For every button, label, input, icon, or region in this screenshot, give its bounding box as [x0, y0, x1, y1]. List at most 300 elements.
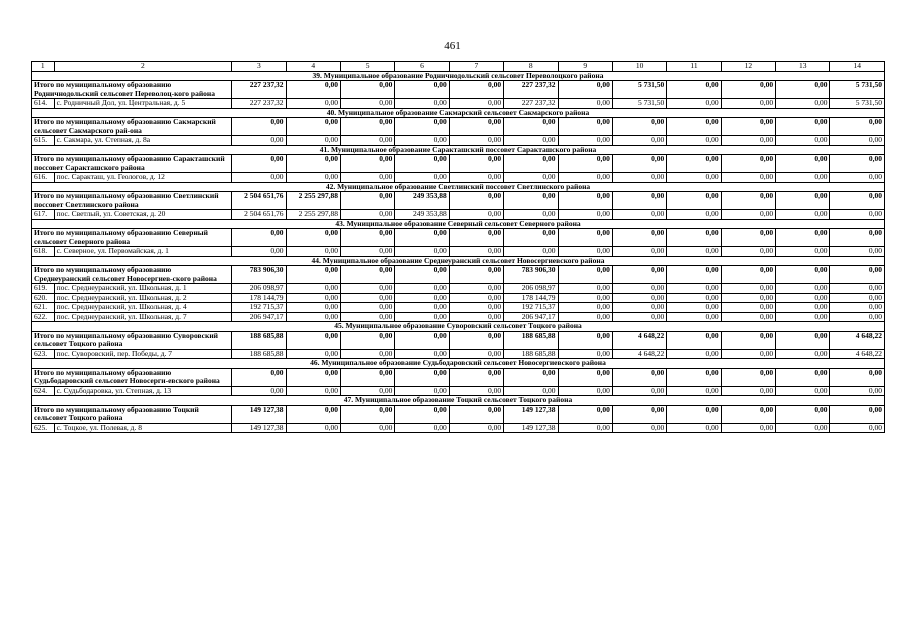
total-value: 149 127,38 — [232, 405, 286, 423]
total-value: 0,00 — [776, 155, 830, 173]
row-number: 624. — [32, 386, 55, 396]
row-value: 0,00 — [558, 386, 612, 396]
row-value: 0,00 — [667, 349, 721, 359]
row-address: пос. Среднеуранский, ул. Школьная, д. 2 — [54, 293, 232, 303]
row-value: 0,00 — [667, 386, 721, 396]
row-value: 0,00 — [340, 423, 394, 433]
total-value: 0,00 — [667, 81, 721, 99]
row-address: с. Сакмара, ул. Степная, д. 8а — [54, 136, 232, 146]
row-value: 0,00 — [830, 386, 885, 396]
table-row — [32, 349, 885, 359]
total-value: 0,00 — [721, 405, 775, 423]
row-value: 0,00 — [612, 247, 666, 257]
total-value: 0,00 — [776, 118, 830, 136]
row-value: 0,00 — [449, 136, 503, 146]
row-value: 0,00 — [286, 173, 340, 183]
row-value: 192 715,37 — [504, 303, 558, 313]
row-address: пос. Среднеуранский, ул. Школьная, д. 7 — [54, 312, 232, 322]
total-value: 0,00 — [449, 368, 503, 386]
row-value: 192 715,37 — [232, 303, 286, 313]
row-value: 5 731,50 — [612, 99, 666, 109]
total-value: 0,00 — [612, 229, 666, 247]
total-value: 0,00 — [449, 118, 503, 136]
row-value: 0,00 — [449, 293, 503, 303]
total-value: 0,00 — [504, 155, 558, 173]
total-value: 0,00 — [286, 155, 340, 173]
row-value: 0,00 — [340, 284, 394, 294]
total-value: 0,00 — [340, 118, 394, 136]
total-value: 0,00 — [667, 155, 721, 173]
row-value: 0,00 — [286, 423, 340, 433]
row-address: с. Судьбодаровка, ул. Степная, д. 13 — [54, 386, 232, 396]
total-value: 0,00 — [776, 405, 830, 423]
row-value: 0,00 — [558, 423, 612, 433]
total-value: 0,00 — [830, 155, 885, 173]
row-value: 0,00 — [395, 247, 449, 257]
total-value: 0,00 — [667, 229, 721, 247]
row-value: 0,00 — [776, 312, 830, 322]
total-value: 0,00 — [340, 155, 394, 173]
section-title-row — [32, 182, 885, 192]
row-value: 0,00 — [395, 136, 449, 146]
total-value: 0,00 — [395, 405, 449, 423]
total-value: 0,00 — [449, 155, 503, 173]
total-value: 5 731,50 — [612, 81, 666, 99]
row-address: пос. Среднеуранский, ул. Школьная, д. 1 — [54, 284, 232, 294]
section-title: 45. Муниципальное образование Суворовский сельсовет Тоцкого района — [32, 322, 885, 332]
section-title-row — [32, 219, 885, 229]
row-number: 621. — [32, 303, 55, 313]
column-header: 10 — [612, 62, 666, 72]
row-value: 5 731,50 — [830, 99, 885, 109]
total-value: 0,00 — [558, 405, 612, 423]
row-value: 0,00 — [340, 293, 394, 303]
total-value: 0,00 — [612, 192, 666, 210]
total-label: Итого по муниципальному образованию Сакмарский сельсовет Сакмарского рай-она — [32, 118, 232, 136]
row-value: 0,00 — [667, 284, 721, 294]
row-number: 622. — [32, 312, 55, 322]
row-value: 0,00 — [286, 349, 340, 359]
total-value: 0,00 — [667, 192, 721, 210]
row-value: 0,00 — [340, 312, 394, 322]
row-value: 0,00 — [776, 303, 830, 313]
row-value: 0,00 — [721, 312, 775, 322]
total-value: 0,00 — [232, 368, 286, 386]
row-address: с. Родничный Дол, ул. Центральная, д. 5 — [54, 99, 232, 109]
row-value: 0,00 — [558, 303, 612, 313]
section-title: 47. Муниципальное образование Тоцкий сельсовет Тоцкого района — [32, 396, 885, 406]
section-title-row — [32, 71, 885, 81]
row-number: 619. — [32, 284, 55, 294]
total-value: 0,00 — [721, 81, 775, 99]
total-value: 0,00 — [232, 155, 286, 173]
total-value: 188 685,88 — [504, 331, 558, 349]
row-value: 0,00 — [286, 247, 340, 257]
row-value: 178 144,79 — [232, 293, 286, 303]
row-value: 0,00 — [558, 284, 612, 294]
total-value: 0,00 — [286, 405, 340, 423]
total-value: 0,00 — [340, 192, 394, 210]
total-row — [32, 331, 885, 349]
row-number: 616. — [32, 173, 55, 183]
total-value: 0,00 — [558, 192, 612, 210]
row-value: 0,00 — [286, 303, 340, 313]
column-header: 13 — [776, 62, 830, 72]
row-value: 0,00 — [612, 303, 666, 313]
row-value: 227 237,32 — [504, 99, 558, 109]
row-value: 0,00 — [449, 303, 503, 313]
total-value: 0,00 — [504, 368, 558, 386]
row-value: 0,00 — [504, 173, 558, 183]
row-value: 0,00 — [504, 210, 558, 220]
total-value: 0,00 — [395, 368, 449, 386]
total-label: Итого по муниципальному образованию Светлинский поссовет Светлинского района — [32, 192, 232, 210]
row-value: 0,00 — [776, 423, 830, 433]
row-value: 0,00 — [721, 136, 775, 146]
total-value: 0,00 — [721, 368, 775, 386]
row-value: 0,00 — [340, 136, 394, 146]
column-header: 9 — [558, 62, 612, 72]
row-value: 0,00 — [558, 293, 612, 303]
row-value: 2 255 297,88 — [286, 210, 340, 220]
section-title: 43. Муниципальное образование Северный сельсовет Северного района — [32, 219, 885, 229]
row-value: 4 648,22 — [612, 349, 666, 359]
row-value: 0,00 — [286, 284, 340, 294]
total-value: 0,00 — [286, 266, 340, 284]
row-value: 0,00 — [830, 293, 885, 303]
row-value: 0,00 — [449, 247, 503, 257]
row-value: 0,00 — [830, 312, 885, 322]
row-value: 0,00 — [286, 99, 340, 109]
row-value: 0,00 — [395, 386, 449, 396]
total-value: 0,00 — [558, 266, 612, 284]
total-value: 0,00 — [449, 192, 503, 210]
row-address: пос. Саракташ, ул. Геологов, д. 12 — [54, 173, 232, 183]
total-value: 0,00 — [504, 118, 558, 136]
row-value: 0,00 — [721, 423, 775, 433]
row-value: 0,00 — [340, 303, 394, 313]
total-row — [32, 229, 885, 247]
section-title-row — [32, 256, 885, 266]
total-value: 0,00 — [776, 331, 830, 349]
total-value: 0,00 — [449, 81, 503, 99]
row-value: 4 648,22 — [830, 349, 885, 359]
total-value: 0,00 — [667, 368, 721, 386]
row-value: 0,00 — [776, 99, 830, 109]
row-value: 0,00 — [721, 210, 775, 220]
total-value: 249 353,88 — [395, 192, 449, 210]
row-value: 0,00 — [340, 247, 394, 257]
total-value: 0,00 — [721, 229, 775, 247]
row-value: 0,00 — [667, 303, 721, 313]
row-number: 625. — [32, 423, 55, 433]
total-row — [32, 118, 885, 136]
row-value: 0,00 — [721, 349, 775, 359]
row-value: 0,00 — [721, 99, 775, 109]
total-label: Итого по муниципальному образованию Саракташский поссовет Саракташского района — [32, 155, 232, 173]
row-value: 0,00 — [830, 173, 885, 183]
row-number: 614. — [32, 99, 55, 109]
total-value: 0,00 — [558, 155, 612, 173]
total-value: 2 255 297,88 — [286, 192, 340, 210]
total-value: 0,00 — [667, 118, 721, 136]
total-row — [32, 368, 885, 386]
column-header: 12 — [721, 62, 775, 72]
row-value: 0,00 — [612, 312, 666, 322]
total-value: 0,00 — [395, 229, 449, 247]
table-row — [32, 386, 885, 396]
column-header: 4 — [286, 62, 340, 72]
row-value: 0,00 — [232, 386, 286, 396]
row-value: 0,00 — [776, 173, 830, 183]
row-number: 623. — [32, 349, 55, 359]
total-value: 0,00 — [340, 405, 394, 423]
row-value: 0,00 — [449, 173, 503, 183]
row-value: 0,00 — [558, 349, 612, 359]
row-value: 0,00 — [395, 312, 449, 322]
total-value: 783 906,30 — [232, 266, 286, 284]
total-label: Итого по муниципальному образованию Суворовский сельсовет Тоцкого района — [32, 331, 232, 349]
total-label: Итого по муниципальному образованию Родничнодольский сельсовет Переволоц-кого района — [32, 81, 232, 99]
total-value: 188 685,88 — [232, 331, 286, 349]
row-value: 0,00 — [830, 284, 885, 294]
total-value: 0,00 — [340, 266, 394, 284]
row-value: 0,00 — [558, 210, 612, 220]
total-value: 0,00 — [830, 266, 885, 284]
row-value: 0,00 — [667, 247, 721, 257]
total-value: 783 906,30 — [504, 266, 558, 284]
table-row — [32, 99, 885, 109]
row-value: 178 144,79 — [504, 293, 558, 303]
row-value: 0,00 — [612, 136, 666, 146]
total-value: 0,00 — [504, 229, 558, 247]
total-value: 0,00 — [340, 229, 394, 247]
row-value: 0,00 — [449, 312, 503, 322]
column-header: 3 — [232, 62, 286, 72]
row-value: 0,00 — [667, 210, 721, 220]
row-value: 0,00 — [776, 210, 830, 220]
row-value: 0,00 — [776, 284, 830, 294]
row-value: 0,00 — [776, 293, 830, 303]
section-title: 46. Муниципальное образование Судьбодаровский сельсовет Новосергиевского района — [32, 359, 885, 369]
row-value: 0,00 — [558, 99, 612, 109]
total-value: 0,00 — [286, 229, 340, 247]
total-value: 0,00 — [558, 118, 612, 136]
column-header: 8 — [504, 62, 558, 72]
total-value: 0,00 — [776, 192, 830, 210]
row-value: 0,00 — [449, 349, 503, 359]
row-address: пос. Светлый, ул. Советская, д. 20 — [54, 210, 232, 220]
column-header: 6 — [395, 62, 449, 72]
table-row — [32, 210, 885, 220]
total-value: 0,00 — [286, 118, 340, 136]
total-value: 0,00 — [776, 81, 830, 99]
total-value: 0,00 — [449, 331, 503, 349]
total-value: 0,00 — [830, 118, 885, 136]
total-value: 0,00 — [612, 155, 666, 173]
total-value: 0,00 — [612, 266, 666, 284]
total-value: 0,00 — [776, 229, 830, 247]
data-table — [31, 61, 885, 433]
section-title: 39. Муниципальное образование Родничнодольский сельсовет Переволоцкого района — [32, 71, 885, 81]
table-row — [32, 247, 885, 257]
row-value: 149 127,38 — [232, 423, 286, 433]
row-value: 0,00 — [286, 312, 340, 322]
total-value: 0,00 — [286, 368, 340, 386]
row-value: 0,00 — [667, 136, 721, 146]
total-label: Итого по муниципальному образованию Северный сельсовет Северного района — [32, 229, 232, 247]
header-row — [32, 62, 885, 72]
total-value: 4 648,22 — [612, 331, 666, 349]
row-value: 0,00 — [395, 173, 449, 183]
row-value: 0,00 — [340, 386, 394, 396]
row-value: 249 353,88 — [395, 210, 449, 220]
row-number: 615. — [32, 136, 55, 146]
total-value: 0,00 — [721, 266, 775, 284]
total-value: 0,00 — [558, 229, 612, 247]
total-value: 0,00 — [449, 229, 503, 247]
total-label: Итого по муниципальному образованию Тоцкий сельсовет Тоцкого района — [32, 405, 232, 423]
total-value: 0,00 — [612, 405, 666, 423]
total-value: 0,00 — [830, 368, 885, 386]
row-value: 0,00 — [340, 349, 394, 359]
table-row — [32, 303, 885, 313]
total-value: 0,00 — [830, 229, 885, 247]
row-value: 0,00 — [340, 99, 394, 109]
total-value: 0,00 — [395, 266, 449, 284]
total-value: 0,00 — [776, 368, 830, 386]
table-row — [32, 312, 885, 322]
column-header: 1 — [32, 62, 55, 72]
total-value: 0,00 — [232, 118, 286, 136]
row-value: 188 685,88 — [504, 349, 558, 359]
total-value: 0,00 — [721, 192, 775, 210]
row-value: 0,00 — [395, 349, 449, 359]
total-value: 0,00 — [340, 81, 394, 99]
row-value: 206 098,97 — [232, 284, 286, 294]
row-value: 0,00 — [612, 386, 666, 396]
section-title: 40. Муниципальное образование Сакмарский сельсовет Сакмарского района — [32, 108, 885, 118]
row-value: 149 127,38 — [504, 423, 558, 433]
total-value: 0,00 — [667, 266, 721, 284]
row-value: 2 504 651,76 — [232, 210, 286, 220]
row-value: 0,00 — [667, 423, 721, 433]
total-value: 0,00 — [612, 368, 666, 386]
row-value: 0,00 — [612, 173, 666, 183]
total-row — [32, 266, 885, 284]
total-value: 0,00 — [286, 331, 340, 349]
row-value: 0,00 — [776, 349, 830, 359]
total-value: 2 504 651,76 — [232, 192, 286, 210]
column-header: 7 — [449, 62, 503, 72]
row-number: 617. — [32, 210, 55, 220]
row-value: 0,00 — [667, 173, 721, 183]
row-value: 0,00 — [721, 284, 775, 294]
row-value: 0,00 — [612, 210, 666, 220]
total-value: 0,00 — [667, 405, 721, 423]
row-value: 206 947,17 — [504, 312, 558, 322]
section-title-row — [32, 108, 885, 118]
row-value: 0,00 — [232, 136, 286, 146]
table-row — [32, 284, 885, 294]
row-address: с. Северное, ул. Первомайская, д. 1 — [54, 247, 232, 257]
table-body — [32, 62, 885, 433]
row-value: 0,00 — [395, 99, 449, 109]
total-value: 0,00 — [558, 81, 612, 99]
total-value: 5 731,50 — [830, 81, 885, 99]
total-value: 0,00 — [612, 118, 666, 136]
total-value: 0,00 — [721, 155, 775, 173]
total-value: 0,00 — [721, 118, 775, 136]
row-value: 0,00 — [449, 423, 503, 433]
row-value: 0,00 — [340, 210, 394, 220]
row-value: 0,00 — [449, 284, 503, 294]
section-title: 44. Муниципальное образование Среднеуранский сельсовет Новосергиевского района — [32, 256, 885, 266]
section-title-row — [32, 322, 885, 332]
total-row — [32, 192, 885, 210]
total-value: 227 237,32 — [232, 81, 286, 99]
row-value: 0,00 — [612, 293, 666, 303]
row-value: 0,00 — [395, 423, 449, 433]
table-row — [32, 293, 885, 303]
total-value: 0,00 — [449, 266, 503, 284]
row-number: 618. — [32, 247, 55, 257]
total-value: 4 648,22 — [830, 331, 885, 349]
row-value: 0,00 — [776, 136, 830, 146]
row-value: 0,00 — [776, 247, 830, 257]
total-label: Итого по муниципальному образованию Судьбодаровский сельсовет Новосерги-евского района — [32, 368, 232, 386]
row-value: 0,00 — [395, 284, 449, 294]
row-value: 0,00 — [667, 99, 721, 109]
section-title-row — [32, 396, 885, 406]
total-value: 0,00 — [395, 118, 449, 136]
total-value: 0,00 — [340, 368, 394, 386]
row-value: 0,00 — [612, 423, 666, 433]
row-value: 0,00 — [558, 247, 612, 257]
row-value: 0,00 — [232, 173, 286, 183]
column-header: 2 — [54, 62, 232, 72]
total-value: 0,00 — [830, 405, 885, 423]
row-value: 0,00 — [395, 293, 449, 303]
total-value: 0,00 — [667, 331, 721, 349]
row-value: 0,00 — [612, 284, 666, 294]
row-value: 0,00 — [286, 386, 340, 396]
total-value: 0,00 — [340, 331, 394, 349]
row-value: 0,00 — [286, 293, 340, 303]
section-title: 42. Муниципальное образование Светлинский поссовет Светлинского района — [32, 182, 885, 192]
row-value: 0,00 — [776, 386, 830, 396]
column-header: 11 — [667, 62, 721, 72]
row-value: 0,00 — [286, 136, 340, 146]
section-title: 41. Муниципальное образование Саракташский поссовет Саракташского района — [32, 145, 885, 155]
row-value: 0,00 — [449, 210, 503, 220]
row-value: 0,00 — [558, 136, 612, 146]
table-row — [32, 136, 885, 146]
total-value: 149 127,38 — [504, 405, 558, 423]
total-value: 227 237,32 — [504, 81, 558, 99]
total-value: 0,00 — [504, 192, 558, 210]
total-value: 0,00 — [558, 368, 612, 386]
row-value: 0,00 — [667, 312, 721, 322]
table-row — [32, 423, 885, 433]
total-value: 0,00 — [232, 229, 286, 247]
row-value: 0,00 — [449, 99, 503, 109]
column-header: 5 — [340, 62, 394, 72]
row-address: пос. Среднеуранский, ул. Школьная, д. 4 — [54, 303, 232, 313]
row-value: 0,00 — [830, 423, 885, 433]
row-value: 0,00 — [721, 293, 775, 303]
row-address: пос. Суворовский, пер. Победы, д. 7 — [54, 349, 232, 359]
